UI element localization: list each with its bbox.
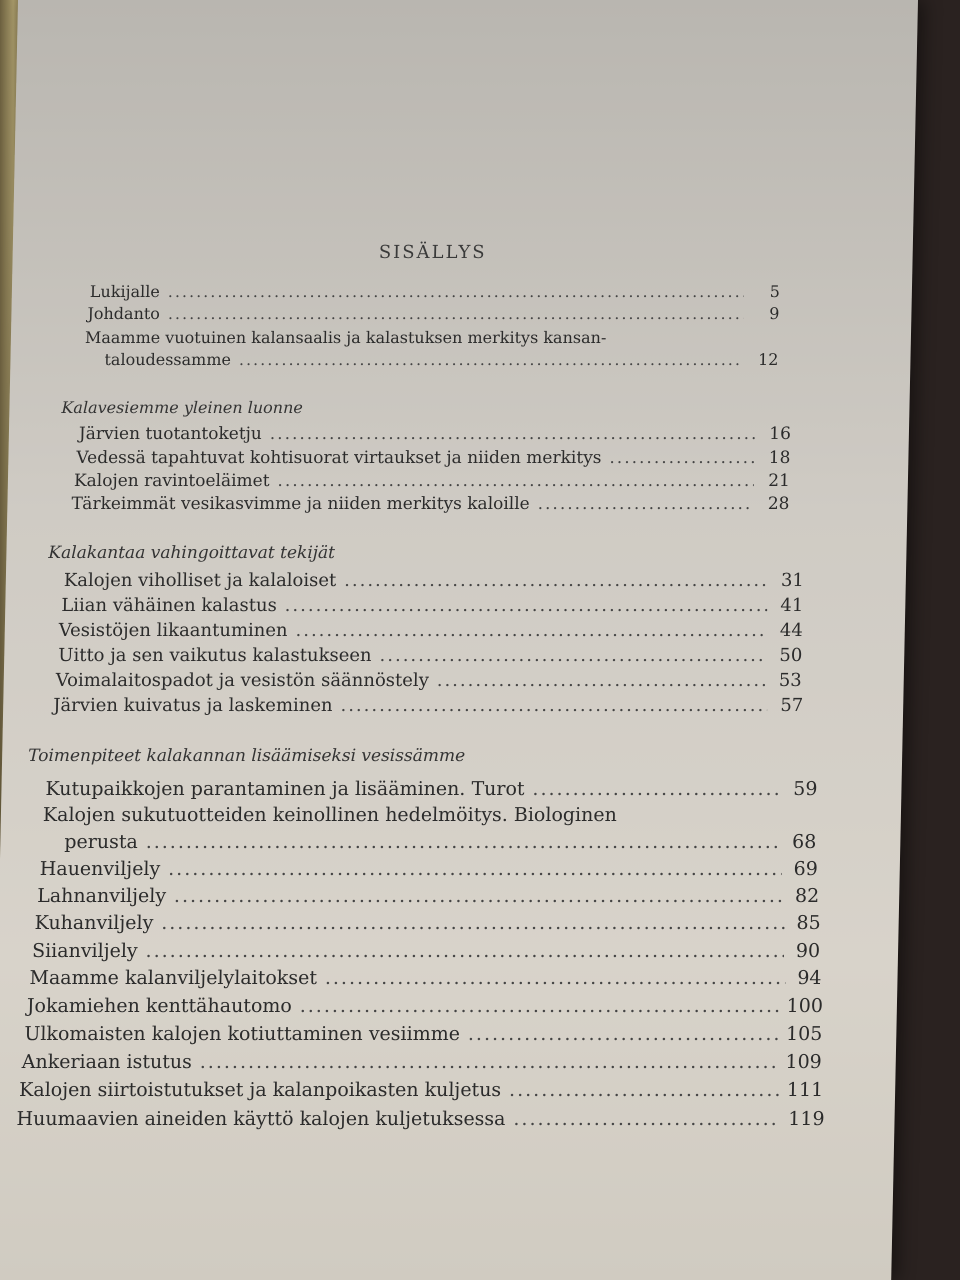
section-heading: Kalakantaa vahingoittavat tekijät (48, 543, 336, 563)
toc-entry-page: 21 (768, 471, 791, 491)
toc-entry (58, 645, 802, 666)
leader-dots (174, 885, 784, 907)
leader-dots (538, 494, 754, 514)
toc-entry-label: Voimalaitospadot ja vesistön säännöstely (55, 670, 430, 691)
leader-dots (200, 1051, 778, 1073)
toc-entry (71, 494, 789, 514)
toc-entry-page: 50 (779, 645, 803, 666)
toc-entry-label: Vesistöjen likaantuminen (58, 620, 288, 641)
toc-entry-label: Liian vähäinen kalastus (61, 595, 278, 616)
toc-entry-label: Järvien tuotantoketju (78, 424, 263, 444)
section-heading: Toimenpiteet kalakannan lisäämiseksi vesissämme (27, 746, 466, 766)
toc-entry-label: Kalojen siirtoistutukset ja kalanpoikasten kuljetus (18, 1079, 502, 1101)
leader-dots (161, 912, 785, 934)
toc-entry-label: Johdanto (87, 304, 161, 323)
toc-entry-label: Ulkomaisten kalojen kotiuttaminen vesiimme (24, 1023, 461, 1045)
toc-entry-page: 85 (796, 912, 821, 934)
leader-dots (277, 471, 754, 491)
toc-entry (37, 885, 819, 907)
toc-entry-page: 18 (768, 448, 791, 468)
toc-entry-label: Huumaavien aineiden käyttö kalojen kuljetuksessa (16, 1108, 506, 1130)
toc-entry-page: 90 (795, 940, 821, 962)
toc-entry (104, 350, 778, 369)
toc-entry-page: 105 (785, 1023, 823, 1045)
toc-entry (19, 1079, 823, 1101)
toc-entry-page: 59 (793, 778, 818, 800)
toc-entry-page: 16 (769, 424, 792, 444)
leader-dots (239, 350, 743, 369)
toc-entry (76, 448, 790, 468)
toc-entry (29, 967, 821, 989)
toc-entry-page: 31 (780, 570, 805, 591)
toc-entry (61, 595, 803, 616)
leader-dots (270, 424, 755, 444)
toc-entry-page: 12 (757, 350, 779, 369)
leader-dots (168, 304, 744, 323)
toc-entry (53, 695, 803, 716)
toc-entry-label: Vedessä tapahtuvat kohtisuorat virtaukset ja niiden merkitys (76, 448, 602, 468)
toc-entry-page: 94 (797, 967, 822, 989)
toc-entry-label: Ankeriaan istutus (21, 1051, 193, 1073)
toc-entry-label-continued: taloudessamme (104, 350, 232, 369)
toc-entry (74, 471, 790, 491)
leader-dots (300, 995, 779, 1017)
toc-entry-page: 41 (780, 595, 804, 616)
toc-entry-page: 5 (769, 282, 781, 301)
toc-entry (40, 858, 818, 880)
toc-entry-page: 82 (794, 885, 820, 907)
toc-entry (87, 304, 779, 323)
leader-dots (509, 1079, 779, 1101)
toc-entry-page: 109 (785, 1051, 822, 1073)
toc-entry-page: 69 (793, 858, 819, 880)
toc-entry (24, 1023, 822, 1045)
toc-entry-page: 44 (779, 620, 804, 641)
toc-entry-page: 9 (769, 304, 780, 323)
toc-entry-label: Kalojen sukutuotteiden keinollinen hedelmöitys. Biologinen (42, 804, 618, 826)
leader-dots (340, 695, 767, 716)
toc-entry (90, 282, 780, 301)
toc-entry-label: Kalojen ravintoeläimet (73, 471, 270, 491)
toc-entry-page: 100 (786, 995, 824, 1017)
toc-entry (22, 1051, 822, 1073)
leader-dots (168, 858, 782, 880)
toc-entry-label: Hauenviljely (39, 858, 161, 880)
toc-entry-label: Siianviljely (31, 940, 138, 962)
leader-dots (295, 620, 767, 641)
leader-dots (609, 448, 754, 468)
toc-entry-page: 28 (767, 494, 790, 514)
toc-entry (64, 831, 816, 853)
toc-entry-label: Maamme kalanviljelylaitokset (29, 967, 318, 989)
section-heading: Kalavesiemme yleinen luonne (61, 398, 304, 417)
toc-entry-label: Tärkeimmät vesikasvimme ja niiden merkitys kaloille (71, 494, 530, 514)
toc-entry (79, 424, 791, 444)
toc-entry-label: Järvien kuivatus ja laskeminen (53, 695, 333, 716)
toc-entry-label: Uitto ja sen vaikutus kalastukseen (58, 645, 372, 666)
toc-entry-label-continued: perusta (64, 831, 139, 853)
toc-entry-page: 53 (778, 670, 802, 691)
toc-entry-label: Lahnanviljely (37, 885, 167, 907)
toc-entry-label: Kuhanviljely (34, 912, 154, 934)
toc-entry-page: 111 (786, 1079, 824, 1101)
toc-entry (32, 940, 820, 962)
toc-entry (59, 620, 803, 641)
toc-entry (64, 570, 804, 591)
toc-entry (34, 912, 820, 934)
toc-entry-label: Maamme vuotuinen kalansaalis ja kalastuksen merkitys kansan- (84, 328, 607, 347)
leader-dots (168, 282, 744, 301)
toc-entry-page: 68 (791, 831, 817, 853)
leader-dots (146, 831, 781, 853)
leader-dots (325, 967, 786, 989)
toc-entry-page: 57 (780, 695, 804, 716)
toc-entry (16, 1108, 824, 1130)
toc-entry-page: 119 (788, 1108, 825, 1130)
page-title: SISÄLLYS (378, 242, 487, 263)
toc-entry-label: Kutupaikkojen parantaminen ja lisääminen. Turot (45, 778, 525, 800)
toc-entry-label: Kalojen viholliset ja kalaloiset (63, 570, 337, 591)
toc-entry (45, 778, 817, 800)
leader-dots (532, 778, 781, 800)
leader-dots (513, 1108, 780, 1130)
toc-entry-label: Lukijalle (89, 282, 161, 301)
leader-dots (145, 940, 784, 962)
leader-dots (437, 670, 766, 691)
leader-dots (285, 595, 768, 616)
leader-dots (468, 1023, 779, 1045)
leader-dots (379, 645, 766, 666)
toc-entry-label: Jokamiehen kenttähautomo (26, 995, 293, 1017)
toc-entry (27, 995, 823, 1017)
leader-dots (344, 570, 768, 591)
toc-entry (56, 670, 802, 691)
